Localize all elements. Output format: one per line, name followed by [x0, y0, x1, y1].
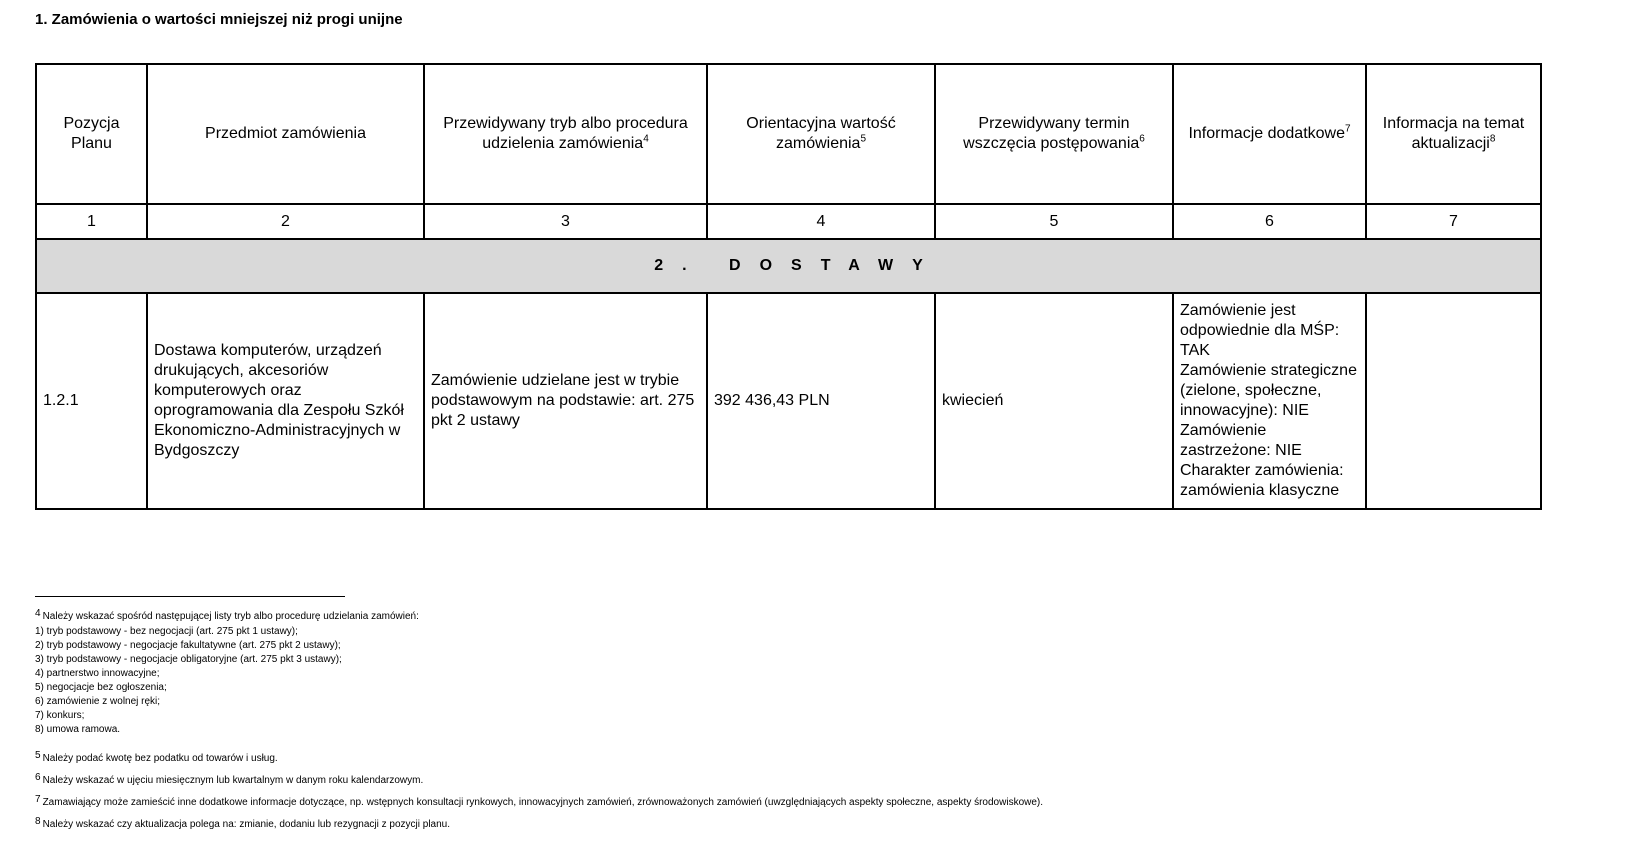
footnote-list-item: 5) negocjacje bez ogłoszenia; — [35, 682, 167, 693]
footnote-list-item: 2) tryb podstawowy - negocjacje fakultatywne (art. 275 pkt 2 ustawy); — [35, 640, 341, 651]
footnote-ref-4: 4 — [643, 133, 649, 145]
header-cell-aktualizacja: Informacja na temat aktualizacji$^8$ — [1366, 64, 1541, 204]
section-title: 2. DOSTAWY — [36, 239, 1541, 293]
footnote-text: Należy wskazać czy aktualizacja polega na: zmianie, dodaniu lub rezygnacji z pozycji planu. — [42, 819, 450, 830]
footnote-text: Należy wskazać spośród następującej listy tryb albo procedurę udzielania zamówień: — [42, 611, 419, 622]
cell-przedmiot: Dostawa komputerów, urządzeń drukujących, akcesoriów komputerowych oraz oprogramowania dla Zespołu Szkół Ekonomiczno-Administracyjnych w Bydgoszczy — [147, 293, 424, 509]
footnote-ref-5: 5 — [860, 133, 867, 145]
footnotes — [35, 607, 1043, 832]
document-title: 1. Zamówienia o wartości mniejszej niż progi unijne — [35, 11, 403, 28]
column-number: 7 — [1366, 204, 1541, 239]
column-number: 5 — [935, 204, 1173, 239]
procurement-plan-table — [35, 63, 1542, 510]
column-number: 4 — [707, 204, 935, 239]
footnote-list-item: 3) tryb podstawowy - negocjacje obligatoryjne (art. 275 pkt 3 ustawy); — [35, 654, 342, 665]
footnote-ref-6: 6 — [1139, 133, 1145, 145]
footnote-number: 4 — [35, 608, 41, 619]
header-cell-wartosc: Orientacyjna wartość zamówienia$^5$ — [707, 64, 935, 204]
cell-tryb: Zamówienie udzielane jest w trybie podstawowym na podstawie: art. 275 pkt 2 ustawy — [424, 293, 707, 509]
header-cell-pozycja: Pozycja Planu — [36, 64, 147, 204]
footnote-list-item: 4) partnerstwo innowacyjne; — [35, 668, 160, 679]
footnote-ref-8: 8 — [1489, 133, 1496, 145]
column-number: 6 — [1173, 204, 1366, 239]
footnote-text: Należy podać kwotę bez podatku od towarów i usług. — [42, 753, 278, 764]
footnote-text: Zamawiający może zamieścić inne dodatkowe informacje dotyczące, np. wstępnych konsultacji rynkowych, innowacyjnych zamówień, zrównoważonych zamówień (uwzględniających aspekty społeczne, aspekty środowiskowe). — [42, 797, 1044, 808]
header-cell-tryb: Przewidywany tryb albo procedura udzielenia zamówienia$^4$ — [424, 64, 707, 204]
cell-termin: kwiecień — [935, 293, 1173, 509]
cell-informacje: Zamówienie jest odpowiednie dla MŚP: TAK Zamówienie strategiczne (zielone, społeczne, innowacyjne): NIE Zamówienie zastrzeżone: NIE Charakter zamówienia: zamówienia klasyczne — [1173, 293, 1366, 509]
footnote-separator — [35, 596, 345, 597]
column-number: 3 — [424, 204, 707, 239]
footnote-number: 7 — [35, 794, 41, 805]
footnote-8 — [35, 815, 1043, 832]
footnote-ref-7: 7 — [1344, 123, 1351, 135]
header-cell-informacje: Informacje dodatkowe$^7$ — [1173, 64, 1366, 204]
cell-pozycja: 1.2.1 — [36, 293, 147, 509]
footnote-number: 8 — [35, 816, 41, 827]
footnote-list-item: 6) zamówienie z wolnej ręki; — [35, 696, 161, 707]
footnote-list-item: 7) konkurs; — [35, 710, 85, 721]
cell-aktualizacja — [1366, 293, 1541, 509]
table-row — [36, 293, 1541, 509]
footnote-4 — [35, 607, 1043, 624]
footnote-number: 5 — [35, 750, 41, 761]
column-number-row — [36, 204, 1541, 239]
footnote-text: Należy wskazać w ujęciu miesięcznym lub kwartalnym w danym roku kalendarzowym. — [42, 775, 424, 786]
footnote-list-item: 8) umowa ramowa. — [35, 724, 121, 735]
column-number: 1 — [36, 204, 147, 239]
header-cell-przedmiot: Przedmiot zamówienia — [147, 64, 424, 204]
column-number: 2 — [147, 204, 424, 239]
footnote-list-item: 1) tryb podstawowy - bez negocjacji (art. 275 pkt 1 ustawy); — [35, 626, 298, 637]
header-cell-termin: Przewidywany termin wszczęcia postępowania$^6$ — [935, 64, 1173, 204]
footnote-7 — [35, 793, 1043, 810]
cell-wartosc: 392 436,43 PLN — [707, 293, 935, 509]
footnote-5 — [35, 749, 1043, 766]
footnote-6 — [35, 771, 1043, 788]
section-row — [36, 239, 1541, 293]
header-row — [36, 64, 1541, 204]
footnote-number: 6 — [35, 772, 41, 783]
